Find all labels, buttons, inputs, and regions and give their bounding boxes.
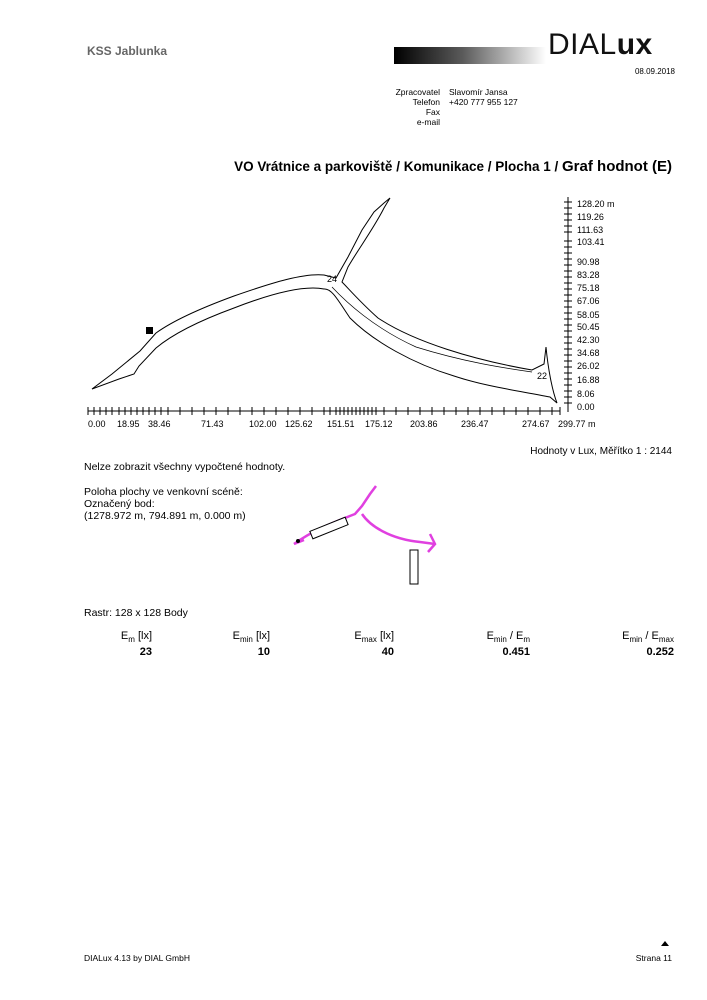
x-tick-label: 236.47 [461, 419, 489, 429]
title-suffix: Graf hodnot (E) [562, 158, 672, 175]
page-up-icon [661, 941, 669, 946]
footer-page-number: Strana 11 [635, 953, 672, 963]
scene-marked-point [296, 539, 300, 543]
y-tick-label: 8.06 [577, 389, 595, 399]
road-outline [92, 198, 557, 403]
x-tick-label: 125.62 [285, 419, 313, 429]
y-tick-label: 42.30 [577, 335, 600, 345]
result-ratio1-header: $E_{min} / E_m$ [486, 630, 530, 645]
title-path: VO Vrátnice a parkoviště / Komunikace / Plocha 1 / [234, 159, 559, 174]
page-title [234, 158, 672, 175]
isoline-plot [84, 190, 674, 440]
result-emax [314, 630, 394, 658]
y-tick-label: 58.05 [577, 310, 600, 320]
result-ratio1 [444, 630, 530, 658]
scene-overview [280, 484, 450, 594]
y-tick-label: 90.98 [577, 257, 600, 267]
isoline-label-24: 24 [327, 274, 338, 284]
scene-road [294, 486, 435, 552]
isoline-label-22: 22 [537, 371, 548, 381]
results-table [84, 630, 674, 670]
x-tick-label: 102.00 [249, 419, 277, 429]
marked-point-label: Označený bod: [84, 498, 155, 510]
y-tick-label: 34.68 [577, 348, 600, 358]
x-tick-label: 203.86 [410, 419, 438, 429]
y-tick-label: 83.28 [577, 270, 600, 280]
result-ratio1-value: 0.451 [502, 646, 530, 658]
result-emax-value: 40 [381, 646, 394, 658]
dialux-logo: DIALux [548, 28, 653, 61]
scene-parking [410, 550, 418, 584]
result-ratio2-value: 0.252 [646, 646, 674, 658]
contact-value-phone: +420 777 955 127 [449, 97, 518, 107]
result-emin-header: $E_{min}$ [lx] [232, 630, 270, 645]
x-tick-label: 18.95 [117, 419, 140, 429]
result-emin-value: 10 [257, 646, 270, 658]
x-tick-label: 0.00 [88, 419, 106, 429]
contact-label-phone: Telefon [412, 97, 440, 107]
contact-labels [396, 87, 440, 127]
result-em-header: $E_m$ [lx] [120, 630, 152, 645]
y-tick-label: 67.06 [577, 296, 600, 306]
result-emax-header: $E_{max}$ [lx] [354, 630, 394, 645]
contact-label-author: Zpracovatel [395, 87, 440, 97]
x-tick-label: 38.46 [148, 419, 171, 429]
y-tick-label: 128.20 m [577, 199, 615, 209]
result-ratio2-header: $E_{min} / E_{max}$ [622, 630, 674, 645]
x-tick-label: 151.51 [327, 419, 355, 429]
units-scale: Hodnoty v Lux, Měřítko 1 : 2144 [530, 446, 672, 457]
footer-software: DIALux 4.13 by DIAL GmbH [84, 953, 190, 963]
marked-point-coords: (1278.972 m, 794.891 m, 0.000 m) [84, 510, 246, 522]
contact-label-fax: Fax [425, 107, 440, 117]
contact-value-author: Slavomír Jansa [449, 87, 508, 97]
x-tick-label: 299.77 m [558, 419, 596, 429]
y-tick-label: 103.41 [577, 237, 605, 247]
y-tick-label: 119.26 [577, 212, 604, 222]
y-tick-label: 16.88 [577, 375, 600, 385]
y-tick-label: 0.00 [577, 402, 595, 412]
result-ratio2 [574, 630, 674, 658]
values-note: Nelze zobrazit všechny vypočtené hodnoty. [84, 461, 286, 473]
result-em [84, 630, 152, 658]
y-axis-labels [577, 199, 615, 412]
report-date: 08.09.2018 [634, 67, 675, 76]
scene-building [310, 517, 348, 539]
x-tick-label: 175.12 [365, 419, 393, 429]
company-name: KSS Jablunka [87, 44, 168, 58]
result-emin [194, 630, 270, 658]
y-tick-label: 26.02 [577, 361, 600, 371]
position-info [84, 486, 246, 522]
header-gradient-bar [394, 47, 546, 64]
position-line: Poloha plochy ve venkovní scéně: [84, 486, 243, 498]
x-tick-label: 274.67 [522, 419, 550, 429]
result-em-value: 23 [139, 646, 152, 658]
grid-info: Rastr: 128 x 128 Body [84, 607, 188, 619]
y-tick-label: 50.45 [577, 322, 600, 332]
y-tick-label: 75.18 [577, 283, 600, 293]
contact-label-email: e-mail [416, 117, 440, 127]
contact-values [449, 87, 518, 107]
y-tick-label: 111.63 [577, 225, 604, 235]
x-axis-labels [88, 419, 596, 429]
isoline-inner [332, 287, 532, 372]
x-tick-label: 71.43 [201, 419, 224, 429]
marked-point [146, 327, 153, 334]
